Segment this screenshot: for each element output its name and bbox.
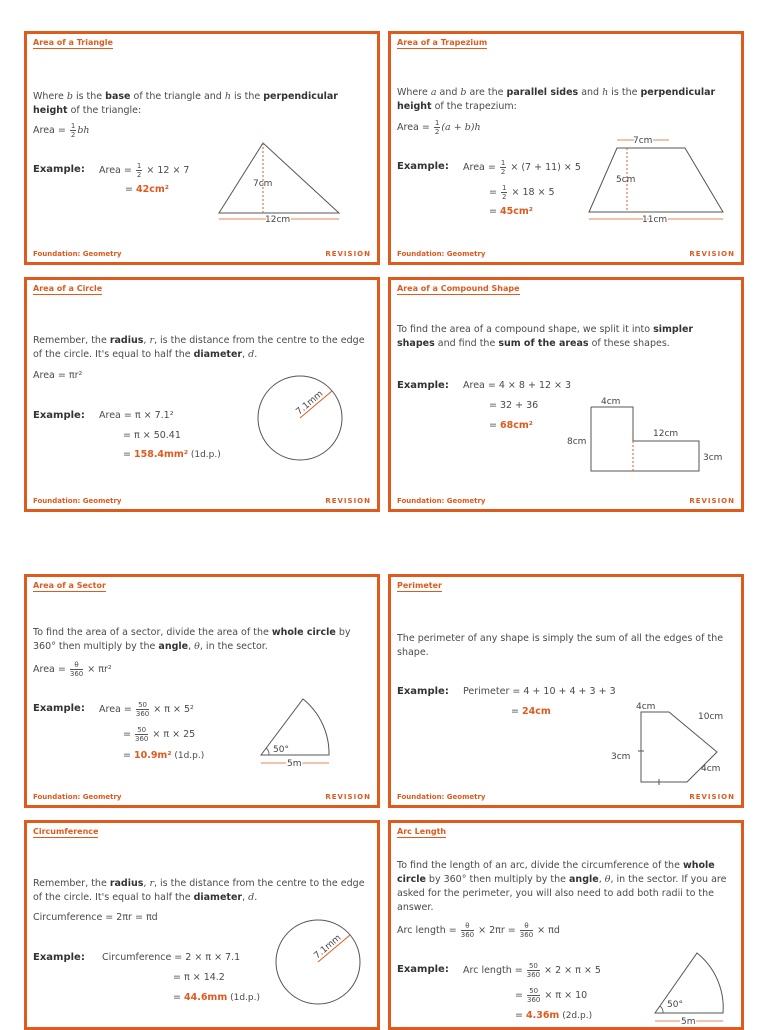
circle-diagram bbox=[275, 919, 365, 1009]
brand-label: REVISION bbox=[325, 497, 371, 505]
dim-radius-label: 5m bbox=[287, 759, 302, 769]
card-title: Area of a Triangle bbox=[33, 38, 113, 47]
example-line-2: = π × 14.2 bbox=[173, 972, 225, 983]
example-line-1: Circumference = 2 × π × 7.1 bbox=[102, 952, 241, 963]
definition-text: Remember, the radius, r, is the distance from the centre to the edge of the circle. It's equal to half the diameter, d. bbox=[33, 878, 365, 903]
example-label: Example: bbox=[397, 686, 449, 697]
dim-base-label: 11cm bbox=[642, 215, 668, 225]
card-perimeter bbox=[388, 574, 744, 808]
example-result: = 10.9m² (1d.p.) bbox=[123, 750, 205, 761]
dim-radius-label: 5m bbox=[681, 1017, 696, 1027]
example-label: Example: bbox=[33, 703, 85, 714]
footer-label: Foundation: Geometry bbox=[33, 793, 122, 801]
brand-label: REVISION bbox=[325, 793, 371, 801]
dim-height-label: 5cm bbox=[616, 175, 636, 185]
brand-label: REVISION bbox=[689, 497, 735, 505]
footer-label: Foundation: Geometry bbox=[397, 497, 486, 505]
circle-diagram bbox=[257, 375, 347, 465]
formula: Area = $\frac{\theta}{360}$ × πr² bbox=[33, 661, 112, 678]
example-line-1: Area = $\frac{1}{2}$ × (7 + 11) × 5 bbox=[463, 159, 581, 176]
dim-top-label: 7cm bbox=[633, 136, 653, 146]
example-label: Example: bbox=[397, 380, 449, 391]
perimeter-diagram bbox=[601, 695, 741, 790]
example-line-1: Area = π × 7.1² bbox=[99, 410, 174, 421]
card-title: Area of a Trapezium bbox=[397, 38, 488, 47]
formula: Area = πr² bbox=[33, 370, 83, 381]
example-result: = 45cm² bbox=[489, 206, 533, 217]
definition-text: To find the area of a compound shape, we split it into simpler shapes and find the sum of the areas of these shapes. bbox=[397, 324, 694, 349]
formula: Circumference = 2πr = πd bbox=[33, 912, 158, 923]
definition-text: To find the length of an arc, divide the circumference of the whole circle by 360° then multiply by the angle, θ, in the sector. If you are asked for the perimeter, you will also need to add both radii to the answer. bbox=[397, 860, 727, 913]
formula: Area = $\frac{1}{2}$ bh bbox=[33, 122, 90, 139]
card-area-of-sector bbox=[24, 574, 380, 808]
triangle-diagram bbox=[215, 138, 345, 228]
example-line-2: = 32 + 36 bbox=[489, 400, 539, 411]
dim-base-label: 12cm bbox=[265, 215, 291, 225]
example-line-1: Perimeter = 4 + 10 + 4 + 3 + 3 bbox=[463, 686, 616, 697]
definition-text: Remember, the radius, r, is the distance from the centre to the edge of the circle. It's equal to half the diameter, d. bbox=[33, 335, 365, 360]
dim-3-label: 3cm bbox=[703, 453, 723, 463]
compound-diagram bbox=[561, 390, 731, 480]
dim-8-label: 8cm bbox=[567, 437, 587, 447]
card-title: Arc Length bbox=[397, 827, 447, 836]
dim-radius-label: 7.1mm bbox=[294, 389, 326, 418]
example-result: = 24cm bbox=[511, 706, 551, 717]
example-label: Example: bbox=[397, 161, 449, 172]
card-area-of-triangle bbox=[24, 31, 380, 265]
card-circumference bbox=[24, 820, 380, 1030]
dim-angle-label: 50° bbox=[273, 745, 289, 755]
dim-4b-label: 4cm bbox=[701, 764, 721, 774]
example-label: Example: bbox=[33, 410, 85, 421]
example-label: Example: bbox=[397, 964, 449, 975]
example-result: = 4.36m (2d.p.) bbox=[515, 1010, 593, 1021]
footer-label: Foundation: Geometry bbox=[33, 497, 122, 505]
brand-label: REVISION bbox=[325, 250, 371, 258]
example-line-1: Area = $\frac{1}{2}$ × 12 × 7 bbox=[99, 162, 190, 179]
sector-diagram bbox=[253, 693, 363, 773]
footer-label: Foundation: Geometry bbox=[397, 250, 486, 258]
card-arc-length bbox=[388, 820, 744, 1030]
example-line-2: = $\frac{50}{360}$ × π × 10 bbox=[515, 987, 588, 1004]
card-area-of-trapezium bbox=[388, 31, 744, 265]
example-line-1: Arc length = $\frac{50}{360}$ × 2 × π × 5 bbox=[463, 962, 601, 979]
card-title: Circumference bbox=[33, 827, 99, 836]
card-title: Area of a Sector bbox=[33, 581, 106, 590]
example-result: = 42cm² bbox=[125, 184, 169, 195]
example-line-1: Area = $\frac{50}{360}$ × π × 5² bbox=[99, 701, 194, 718]
dim-angle-label: 50° bbox=[667, 1000, 683, 1010]
definition-text: To find the area of a sector, divide the area of the whole circle by 360° then multiply by the angle, θ, in the sector. bbox=[33, 627, 351, 652]
definition-text: The perimeter of any shape is simply the sum of all the edges of the shape. bbox=[397, 633, 724, 658]
dim-radius-label: 7.1mm bbox=[312, 933, 344, 962]
card-area-of-circle bbox=[24, 277, 380, 512]
example-label: Example: bbox=[33, 164, 85, 175]
brand-label: REVISION bbox=[689, 793, 735, 801]
dim-3-label: 3cm bbox=[611, 752, 631, 762]
sector-diagram bbox=[647, 951, 744, 1030]
dim-12-label: 12cm bbox=[653, 429, 679, 439]
formula: Area = $\frac{1}{2}$ (a + b)h bbox=[397, 119, 481, 136]
formula: Arc length = $\frac{\theta}{360}$ × 2πr = $\frac{\theta}{360}$ × πd bbox=[397, 922, 560, 939]
dim-10-label: 10cm bbox=[698, 712, 724, 722]
card-area-of-compound-shape bbox=[388, 277, 744, 512]
dim-4a-label: 4cm bbox=[636, 702, 656, 712]
example-line-2: = $\frac{50}{360}$ × π × 25 bbox=[123, 726, 196, 743]
card-title: Area of a Compound Shape bbox=[397, 284, 520, 293]
footer-label: Foundation: Geometry bbox=[397, 793, 486, 801]
example-result: = 44.6mm (1d.p.) bbox=[173, 992, 260, 1003]
example-label: Example: bbox=[33, 952, 85, 963]
card-title: Area of a Circle bbox=[33, 284, 103, 293]
example-line-2: = π × 50.41 bbox=[123, 430, 181, 441]
dim-4-label: 4cm bbox=[601, 397, 621, 407]
example-line-2: = $\frac{1}{2}$ × 18 × 5 bbox=[489, 184, 555, 201]
definition-text: Where a and b are the parallel sides and h is the perpendicular height of the trapezium: bbox=[397, 87, 716, 112]
brand-label: REVISION bbox=[689, 250, 735, 258]
example-result: = 158.4mm² (1d.p.) bbox=[123, 449, 221, 460]
example-result: = 68cm² bbox=[489, 420, 533, 431]
card-title: Perimeter bbox=[397, 581, 442, 590]
example-line-1: Area = 4 × 8 + 12 × 3 bbox=[463, 380, 572, 391]
trapezium-diagram bbox=[587, 134, 727, 224]
dim-height-label: 7cm bbox=[253, 179, 273, 189]
definition-text: Where b is the base of the triangle and h is the perpendicular height of the triangle: bbox=[33, 91, 338, 116]
footer-label: Foundation: Geometry bbox=[33, 250, 122, 258]
